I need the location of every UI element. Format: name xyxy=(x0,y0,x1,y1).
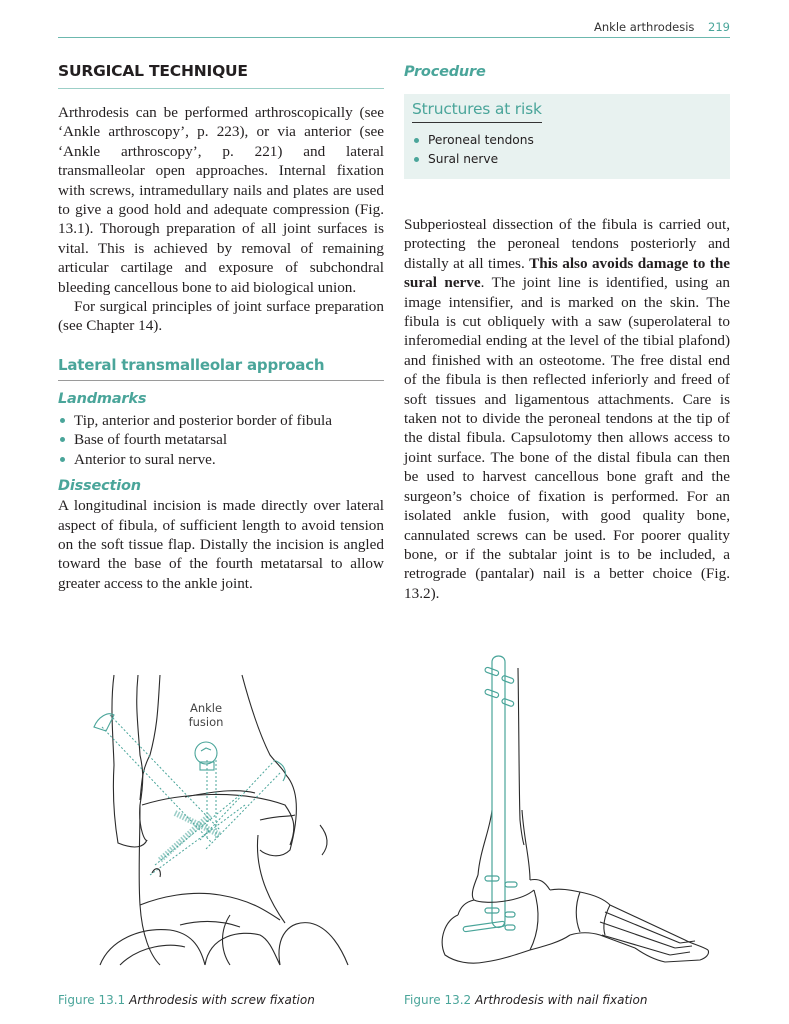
figure-13-2-caption xyxy=(404,993,647,1007)
bold-warning: This also avoids damage to the sural nerve xyxy=(404,254,731,292)
principles-paragraph: For surgical principles of joint surface preparation (see Chapter 14). xyxy=(58,298,384,335)
structures-at-risk-title: Structures at risk xyxy=(412,100,542,123)
running-header-title: Ankle arthrodesis xyxy=(594,20,695,34)
structures-at-risk-box xyxy=(404,94,730,179)
figure-13-2-illustration xyxy=(430,650,720,970)
right-column xyxy=(404,60,730,603)
procedure-heading: Procedure xyxy=(404,64,486,80)
list-item: Anterior to sural nerve. xyxy=(58,450,384,469)
procedure-paragraph: Subperiosteal dissection of the fibula is carried out, protecting the peroneal tendons posteriorly and distally at all times. This also avoids damage to the sural nerve. The joint line is identified, using an image intensifier, and is marked on the skin. The fibula is cut obliquely with a saw (superolateral to inferomedial ending at the level of the tibial plafond) and finished with an osteotome. The free distal end of the fibula is then reflected inferiorly and freed of soft tissues and ligamentous attachments. Care is taken not to divide the peroneal tendons at the tip of the distal fibula. Capsulotomy then allows access to joint surface. The bone of the distal fibula can then be used to harvest cancellous bone graft and the surgeon’s choice of fixation is performed. For an isolated ankle fusion, with good quality bone, cannulated screws can be used. For poorer quality bone, or if the subtalar joint is to be included, a retrograde (pantalar) nail is a better choice (Fig. 13.2). xyxy=(404,216,731,602)
figure-13-1-illustration xyxy=(80,665,350,975)
figure-caption-text: Arthrodesis with nail fixation xyxy=(475,993,648,1007)
landmarks-list xyxy=(58,411,384,469)
figure-caption-text: Arthrodesis with screw fixation xyxy=(129,993,315,1007)
bullet-icon xyxy=(60,457,65,462)
list-item: Tip, anterior and posterior border of fibula xyxy=(58,411,384,430)
section-title: SURGICAL TECHNIQUE xyxy=(58,62,384,89)
bullet-icon xyxy=(60,437,65,442)
dissection-heading: Dissection xyxy=(58,478,141,495)
structures-at-risk-list xyxy=(412,131,720,169)
list-item: Base of fourth metatarsal xyxy=(58,430,384,449)
bullet-icon xyxy=(60,418,65,423)
nail-icon xyxy=(463,656,517,932)
figure-13-1-caption xyxy=(58,993,315,1007)
bullet-icon xyxy=(414,138,419,143)
bullet-icon xyxy=(414,157,419,162)
figure-label: Figure 13.1 xyxy=(58,993,126,1007)
approach-heading: Lateral transmalleolar approach xyxy=(58,356,384,381)
ankle-fusion-label: Ankle fusion xyxy=(188,701,224,729)
dissection-paragraph: A longitudinal incision is made directly over lateral aspect of fibula, of sufficient length to avoid tension on the soft tissue flap. Distally the incision is angled toward the base of the fourth metatarsal to allow greater access to the ankle joint. xyxy=(58,497,384,592)
left-column xyxy=(58,60,384,593)
list-item: Peroneal tendons xyxy=(412,131,720,150)
landmarks-heading: Landmarks xyxy=(58,390,147,407)
intro-paragraph: Arthrodesis can be performed arthroscopically (see ‘Ankle arthroscopy’, p. 223), or via anterior (see ‘Ankle arthroscopy’, p. 221) and lateral transmalleolar open approaches. Internal fixation with screws, intramedullary nails and plates are used to give a good hold and adequate compression (Fig. 13.1). Thorough preparation of all joint surfaces is vital. This is achieved by removal of remaining articular cartilage and exposure of subchondral bleeding cancellous bone to aid biological union. xyxy=(58,104,384,296)
running-header xyxy=(58,18,730,38)
foot-nail-fixation-drawing xyxy=(430,650,720,970)
page-number: 219 xyxy=(708,20,730,34)
figure-label: Figure 13.2 xyxy=(404,993,472,1007)
list-item: Sural nerve xyxy=(412,150,720,169)
